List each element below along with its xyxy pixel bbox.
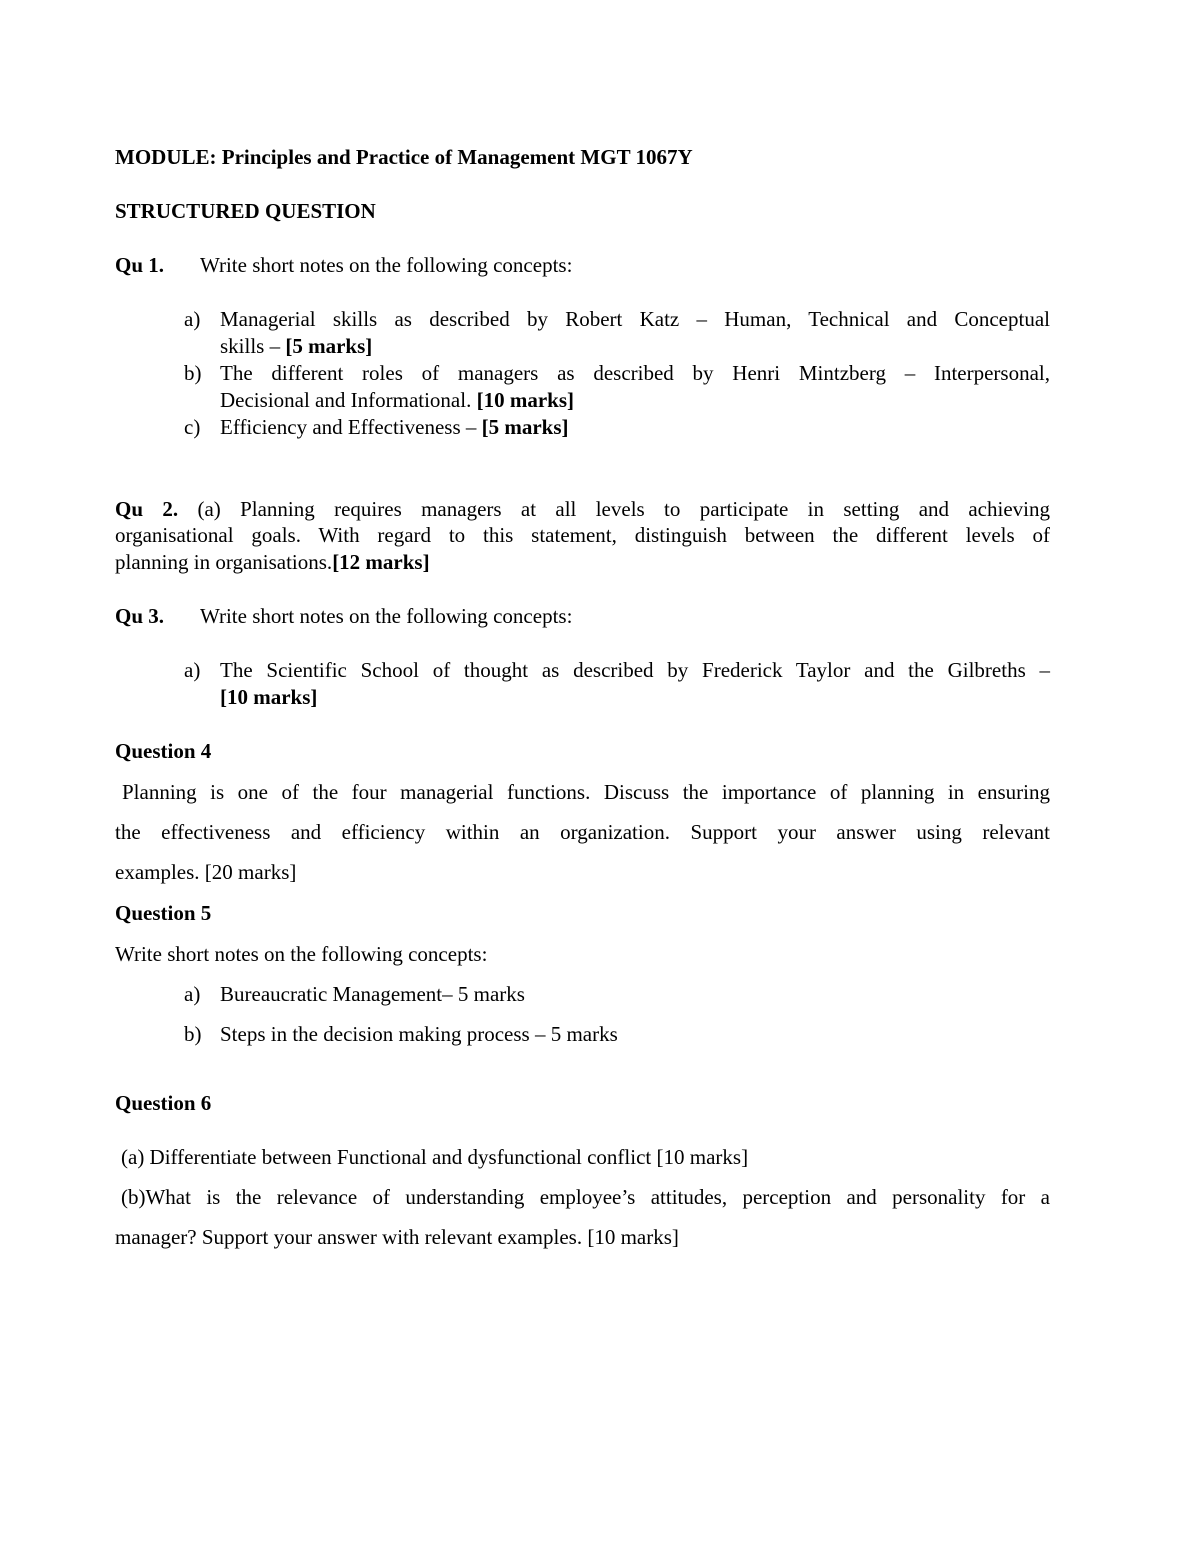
q2-line2: organisational goals. With regard to this statement, distinguish between the different levels of	[115, 523, 1050, 547]
q2-text: planning in organisations.	[115, 550, 333, 574]
q1-item-a-line2	[220, 333, 372, 360]
q4-line3: examples. [20 marks]	[115, 860, 297, 884]
q4-line1: Planning is one of the four managerial functions. Discuss the importance of planning in ensuring	[122, 780, 1050, 804]
q6-part-a: (a) Differentiate between Functional and dysfunctional conflict [10 marks]	[121, 1145, 749, 1169]
q4-heading: Question 4	[115, 739, 212, 763]
item-text: Bureaucratic Management– 5 marks	[220, 982, 525, 1006]
section-heading: STRUCTURED QUESTION	[115, 199, 376, 223]
q1-item-b-line2	[220, 387, 574, 414]
q3-item-a-line1: The Scientific School of thought as described by Frederick Taylor and the Gilbreths –	[220, 658, 1050, 682]
q2-label: Qu 2.	[115, 497, 179, 521]
q6-part-b-line1: (b)What is the relevance of understanding employee’s attitudes, perception and personality for a	[121, 1185, 1050, 1209]
q5-prompt: Write short notes on the following concepts:	[115, 942, 488, 966]
q4-line2: the effectiveness and efficiency within an organization. Support your answer using relevant	[115, 820, 1050, 844]
q6-part-b-line2: manager? Support your answer with relevant examples. [10 marks]	[115, 1225, 679, 1249]
q2-line3	[115, 549, 430, 575]
q3-label: Qu 3.	[115, 604, 165, 628]
q1-item-a-line1: Managerial skills as described by Robert Katz – Human, Technical and Conceptual	[220, 307, 1050, 331]
q5-heading: Question 5	[115, 901, 212, 925]
list-marker: a)	[184, 307, 201, 331]
marks-label: [5 marks]	[481, 415, 569, 439]
list-marker: b)	[184, 1022, 202, 1046]
marks-label: [5 marks]	[285, 334, 373, 358]
item-text: Decisional and Informational.	[220, 388, 477, 412]
q1-item-b-line1: The different roles of managers as described by Henri Mintzberg – Interpersonal,	[220, 361, 1050, 385]
item-text: skills –	[220, 334, 286, 358]
list-marker: b)	[184, 361, 202, 385]
item-text: Efficiency and Effectiveness –	[220, 415, 482, 439]
list-marker: a)	[184, 658, 201, 682]
item-text: Steps in the decision making process – 5 marks	[220, 1022, 618, 1046]
q3-prompt: Write short notes on the following concepts:	[200, 604, 573, 628]
marks-label: [10 marks]	[220, 685, 318, 709]
q2-text: (a) Planning requires managers at all levels to participate in setting and achieving	[197, 497, 1050, 521]
q1-label: Qu 1.	[115, 253, 165, 277]
q1-item-c-line	[220, 414, 569, 441]
marks-label: [12 marks]	[332, 550, 430, 574]
marks-label: [10 marks]	[476, 388, 574, 412]
q2-line1	[115, 496, 1050, 522]
list-marker: a)	[184, 982, 201, 1006]
list-marker: c)	[184, 415, 201, 439]
module-title: MODULE: Principles and Practice of Management MGT 1067Y	[115, 145, 693, 169]
q6-heading: Question 6	[115, 1091, 212, 1115]
q1-prompt: Write short notes on the following concepts:	[200, 253, 573, 277]
